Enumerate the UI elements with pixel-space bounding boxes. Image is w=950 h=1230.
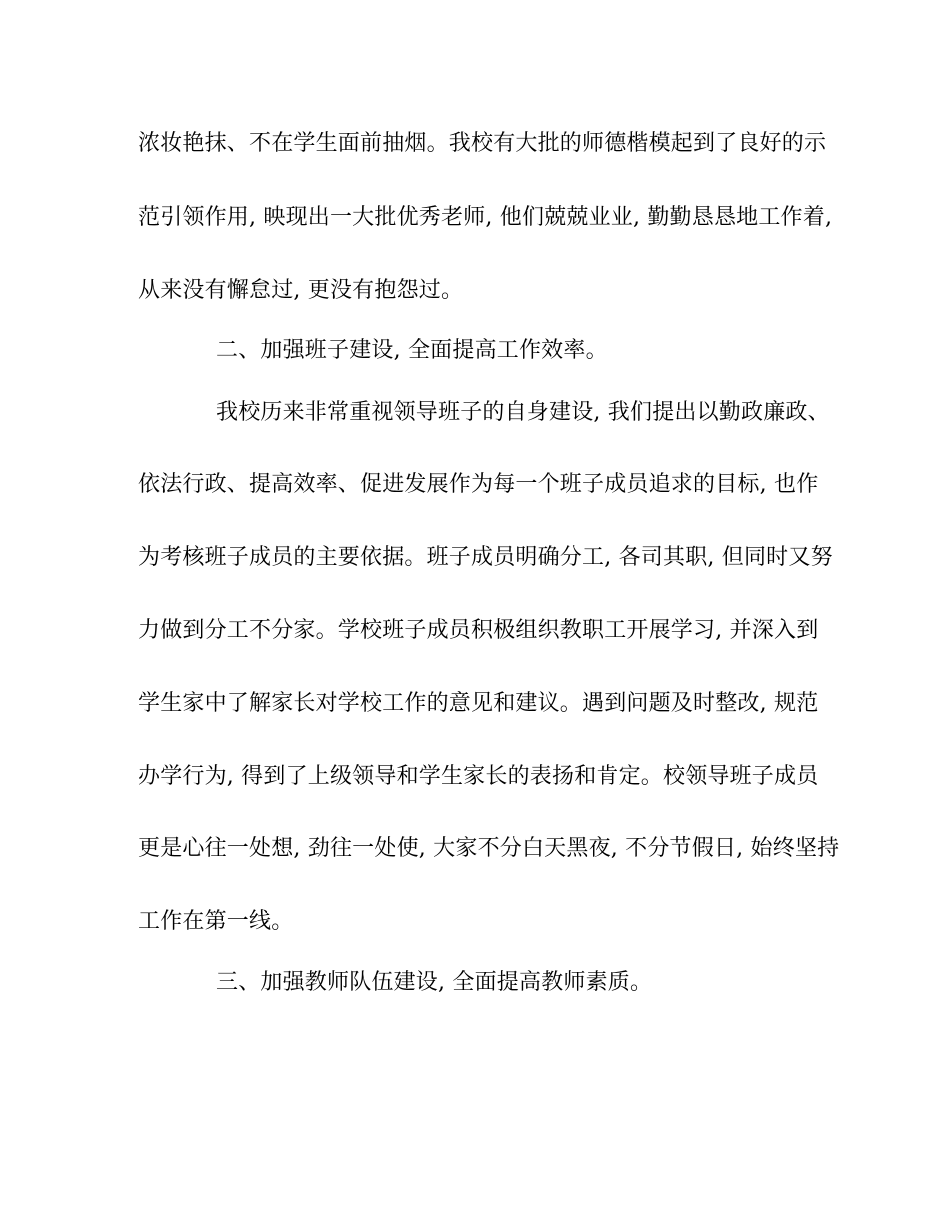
paragraph-line: 浓妆艳抹、不在学生面前抽烟。我校有大批的师德楷模起到了良好的示 [138, 131, 827, 156]
paragraph-line: 从来没有懈怠过, 更没有抱怨过。 [138, 278, 464, 303]
paragraph-line: 学生家中了解家长对学校工作的意见和建议。遇到问题及时整改, 规范 [138, 691, 819, 716]
paragraph-line: 范引领作用, 映现出一大批优秀老师, 他们兢兢业业, 勤勤恳恳地工作着, [138, 205, 833, 230]
paragraph-line: 为考核班子成员的主要依据。班子成员明确分工, 各司其职, 但同时又努 [138, 545, 833, 570]
paragraph-line: 工作在第一线。 [138, 909, 294, 934]
paragraph-line: 办学行为, 得到了上级领导和学生家长的表扬和肯定。校领导班子成员 [138, 764, 819, 789]
paragraph-line: 更是心往一处想, 劲往一处使, 大家不分白天黑夜, 不分节假日, 始终坚持 [138, 836, 840, 861]
paragraph-line: 力做到分工不分家。学校班子成员积极组织教职工开展学习, 并深入到 [138, 618, 819, 643]
section-heading: 二、加强班子建设, 全面提高工作效率。 [216, 338, 608, 363]
section-heading: 三、加强教师队伍建设, 全面提高教师素质。 [216, 970, 653, 995]
paragraph-line: 依法行政、提高效率、促进发展作为每一个班子成员追求的目标, 也作 [138, 472, 819, 497]
paragraph-line: 我校历来非常重视领导班子的自身建设, 我们提出以勤政廉政、 [216, 400, 830, 425]
